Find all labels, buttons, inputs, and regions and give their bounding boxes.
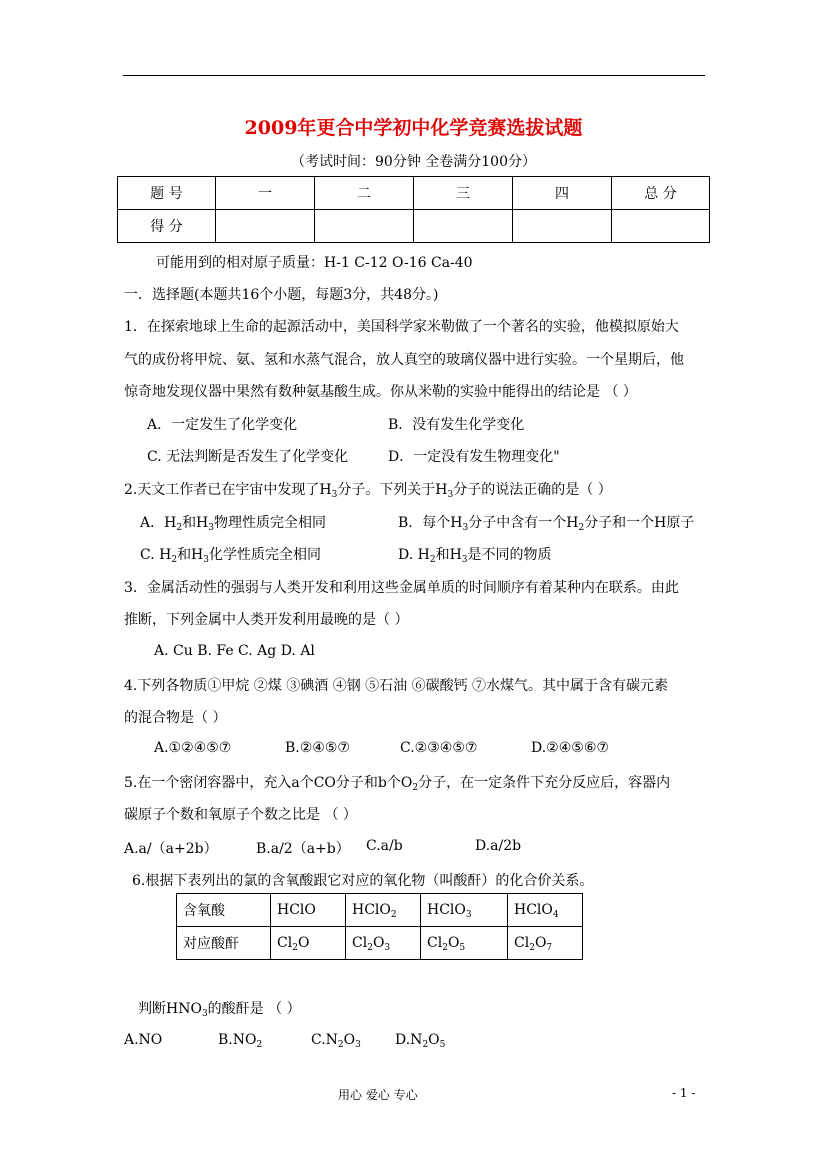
footer-slogan: 用心 爱心 专心: [338, 1088, 418, 1102]
q6-judge: 判断$HNO_3$的酸酐是 （ ）: [138, 1001, 301, 1019]
anhydride-cell: $Cl_2O_7$: [508, 927, 583, 960]
anhydride-cell: $Cl_2O$: [271, 927, 346, 960]
q4-option-b: B.②④⑤⑦: [285, 740, 350, 756]
q5-option-b: B.a/2（a+b）: [256, 841, 350, 857]
q2-option-a: A．$H_2$和$H_3$物理性质完全相同: [140, 515, 327, 533]
score-table-score-row: [118, 210, 710, 243]
exam-info: （考试时间：90分钟 全卷满分100分）: [291, 154, 536, 170]
section-heading: 一．选择题(本题共16个小题，每题3分，共48分。): [124, 287, 439, 303]
q5-stem-line1: 5.在一个密闭容器中，充入a个CO分子和b个$O_2$分子，在一定条件下充分反应后，容器内: [124, 775, 671, 793]
score-header-cell: 题 号: [118, 177, 216, 210]
score-header-cell: 总 分: [612, 177, 710, 210]
score-header-cell: 一: [216, 177, 315, 210]
q1-option-d: D．一定没有发生物理变化": [388, 449, 560, 465]
q3-stem-line1: 3．金属活动性的强弱与人类开发和利用这些金属单质的时间顺序有着某种内在联系。由此: [124, 580, 679, 596]
acid-cell: HClO$_3$: [421, 894, 508, 927]
q1-stem-line3: 惊奇地发现仪器中果然有数种氨基酸生成。你从米勒的实验中能得出的结论是 （ ）: [124, 384, 637, 400]
score-cell: [612, 210, 710, 243]
acid-row-label: 含氧酸: [177, 894, 271, 927]
q2-option-d: D. $H_2$和$H_3$是不同的物质: [398, 547, 552, 565]
q6-option-d: $D.N_2O_5$: [395, 1032, 446, 1050]
q1-option-c: C. 无法判断是否发生了化学变化: [147, 449, 349, 465]
page-title: 2009年更合中学初中化学竞赛选拔试题: [244, 117, 583, 139]
q4-option-d: D.②④⑤⑥⑦: [531, 740, 609, 756]
score-header-cell: 四: [513, 177, 612, 210]
anhydride-cell: $Cl_2O_3$: [346, 927, 421, 960]
acid-cell: HClO$_2$: [346, 894, 421, 927]
acid-cell: HClO$_4$: [508, 894, 583, 927]
score-row-label: 得 分: [118, 210, 216, 243]
q1-option-b: B．没有发生化学变化: [388, 417, 525, 433]
score-header-cell: 二: [315, 177, 414, 210]
score-header-cell: 三: [414, 177, 513, 210]
acid-anhydride-table: [176, 893, 583, 960]
q5-stem-line2: 碳原子个数和氧原子个数之比是 （ ）: [124, 807, 357, 823]
page-number: - 1 -: [672, 1086, 696, 1100]
score-cell: [216, 210, 315, 243]
q2-option-c: C. $H_2$和$H_3$化学性质完全相同: [140, 547, 322, 565]
q6-stem: 6.根据下表列出的氯的含氧酸跟它对应的氧化物（叫酸酐）的化合价关系。: [132, 873, 594, 889]
q3-stem-line2: 推断，下列金属中人类开发利用最晚的是（ ）: [124, 612, 409, 628]
q1-option-a: A．一定发生了化学变化: [147, 417, 298, 433]
score-table-header-row: [118, 177, 710, 210]
anhydride-row-label: 对应酸酐: [177, 927, 271, 960]
q6-option-a: A.NO: [124, 1032, 163, 1048]
q3-options: A. Cu B. Fe C. Ag D. Al: [154, 643, 315, 659]
q1-stem-line2: 气的成份将甲烷、氨、氢和水蒸气混合，放人真空的玻璃仪器中进行实验。一个星期后，他: [124, 352, 684, 368]
q2-option-b: B．每个$H_3$分子中含有一个$H_2$分子和一个H原子: [398, 515, 695, 533]
score-cell: [315, 210, 414, 243]
q4-option-a: A.①②④⑤⑦: [154, 740, 232, 756]
q4-stem-line1: 4.下列各物质①甲烷 ②煤 ③碘酒 ④钢 ⑤石油 ⑥碳酸钙 ⑦水煤气。其中属于含有碳元素: [124, 678, 669, 694]
q2-stem: 2.天文工作者已在宇宙中发现了$H_3$分子。下列关于$H_3$分子的说法正确的是（ ）: [124, 482, 612, 500]
q6-option-c: $C.N_2O_3$: [311, 1032, 361, 1050]
q4-stem-line2: 的混合物是（ ）: [124, 710, 227, 726]
acid-row: [177, 894, 583, 927]
score-table: [117, 176, 710, 243]
q5-option-c: C.a/b: [366, 838, 403, 854]
anhydride-cell: $Cl_2O_5$: [421, 927, 508, 960]
atomic-masses: 可能用到的相对原子质量：H-1 C-12 O-16 Ca-40: [156, 255, 473, 271]
anhydride-row: [177, 927, 583, 960]
score-cell: [513, 210, 612, 243]
header-rule: [123, 75, 705, 76]
acid-cell: HClO: [271, 894, 346, 927]
q5-option-d: D.a/2b: [475, 838, 522, 854]
q1-stem-line1: 1．在探索地球上生命的起源活动中，美国科学家米勒做了一个著名的实验，他模拟原始大: [124, 319, 679, 335]
q5-option-a: A.a/（a+2b）: [124, 841, 218, 857]
q6-option-b: $B.NO_2$: [218, 1032, 263, 1050]
score-cell: [414, 210, 513, 243]
q4-option-c: C.②③④⑤⑦: [400, 740, 478, 756]
